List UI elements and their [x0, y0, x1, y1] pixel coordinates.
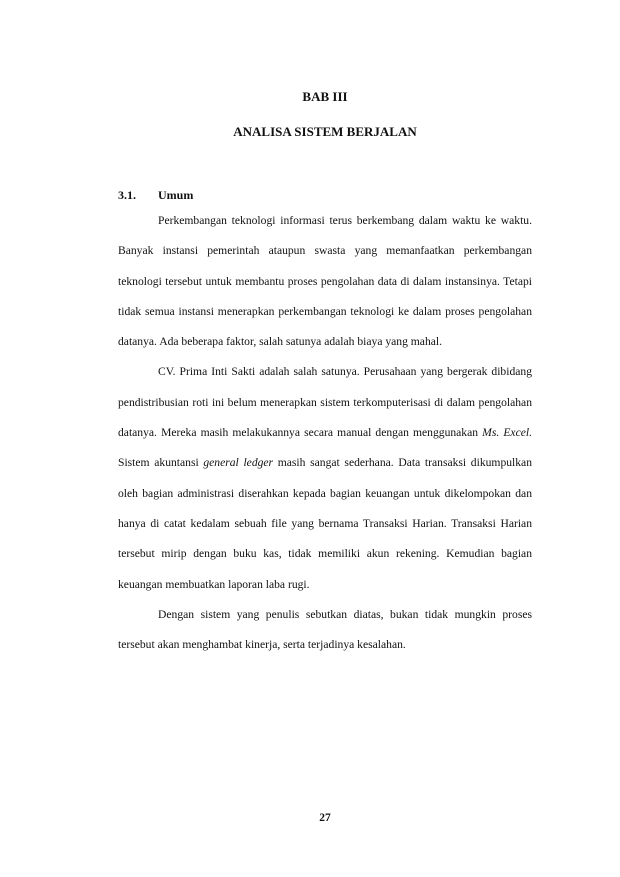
chapter-title: ANALISA SISTEM BERJALAN [233, 124, 417, 139]
paragraph-2-part-2: Sistem akuntansi [118, 456, 204, 470]
paragraph-2-italic-2: general ledger [203, 456, 274, 470]
section-heading [118, 188, 193, 203]
paragraph-2-part-3: masih sangat sederhana. Data transaksi dikumpulkan oleh bagian administrasi diserahkan kepada bagian keuangan untuk dikelompokan dan hanya di catat kedalam sebuah file yang bernama Transaksi Harian. Transaksi Harian tersebut mirip dengan buku kas, tidak memiliki akun rekening. Kemudian bagian keuangan membuatkan laporan laba rugi. [118, 456, 532, 591]
paragraph-2-part-1: CV. Prima Inti Sakti adalah salah satunya. Perusahaan yang bergerak dibidang pendistribusian roti ini belum menerapkan sistem terkomputerisasi di dalam pengolahan datanya. Mereka masih melakukannya secara manual dengan menggunakan [118, 365, 532, 440]
paragraph-1: Perkembangan teknologi informasi terus berkembang dalam waktu ke waktu. Banyak instansi pemerintah ataupun swasta yang memanfaatkan perkembangan teknologi tersebut untuk membantu proses pengolahan data di dalam instansinya. Tetapi tidak semua instansi menerapkan perkembangan teknologi ke dalam proses pengolahan datanya. Ada beberapa faktor, salah satunya adalah biaya yang mahal. [118, 214, 532, 349]
page-number: 27 [319, 812, 331, 824]
paragraph-2 [118, 357, 532, 599]
section-number: 3.1. [118, 188, 136, 202]
paragraph-2-italic-1: Ms. Excel. [482, 426, 532, 440]
body-text [118, 206, 532, 660]
paragraph-3: Dengan sistem yang penulis sebutkan diatas, bukan tidak mungkin proses tersebut akan menghambat kinerja, serta terjadinya kesalahan. [118, 607, 532, 652]
chapter-number: BAB III [302, 89, 348, 104]
section-title: Umum [158, 188, 194, 202]
